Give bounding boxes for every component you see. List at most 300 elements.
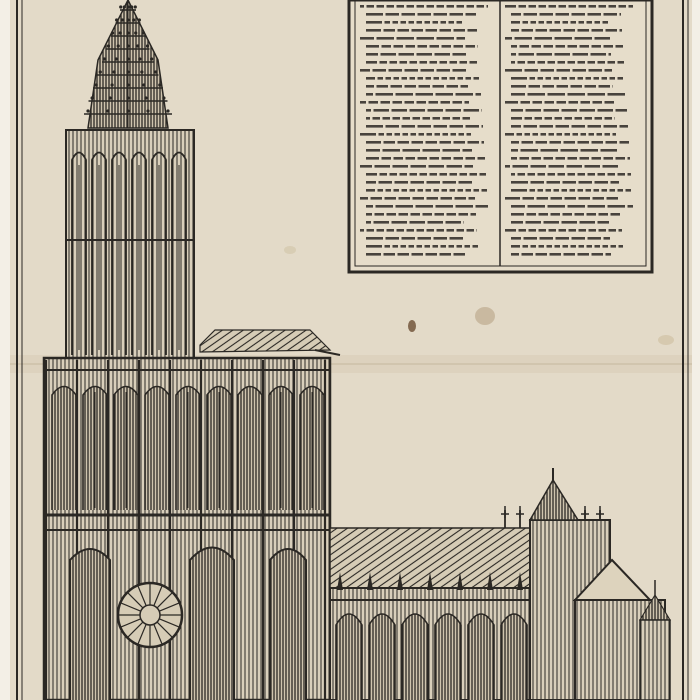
verse-word <box>410 77 416 80</box>
verse-word <box>409 245 415 248</box>
verse-word <box>523 197 535 200</box>
verse-word <box>478 45 479 48</box>
verse-word <box>405 85 417 88</box>
verse-word <box>442 77 448 80</box>
verse-word <box>383 149 401 152</box>
verse-word <box>377 5 385 8</box>
verse-word <box>505 101 518 104</box>
verse-word <box>511 173 515 176</box>
verse-word <box>589 69 603 72</box>
verse-word <box>526 221 542 224</box>
verse-word <box>605 69 613 72</box>
verse-word <box>385 197 397 200</box>
verse-word <box>402 189 408 192</box>
verse-word <box>443 149 461 152</box>
verse-word <box>426 141 438 144</box>
verse-word <box>523 245 529 248</box>
verse-word <box>599 85 611 88</box>
verse-word <box>423 117 431 120</box>
verse-word <box>398 29 410 32</box>
verse-word <box>441 21 447 24</box>
verse-word <box>557 101 567 104</box>
verse-word <box>563 213 573 216</box>
verse-word <box>453 117 461 120</box>
verse-word <box>592 29 604 32</box>
verse-word <box>383 117 391 120</box>
verse-word <box>554 77 560 80</box>
verse-word <box>417 53 433 56</box>
verse-word <box>505 229 516 232</box>
verse-word <box>360 133 376 136</box>
verse-word <box>616 157 626 160</box>
verse-word <box>360 197 368 200</box>
verse-word <box>603 165 619 168</box>
verse-word <box>441 245 447 248</box>
verse-word <box>411 181 425 184</box>
verse-word <box>549 165 565 168</box>
verse-word <box>394 157 404 160</box>
verse-word <box>403 117 411 120</box>
verse-word <box>521 149 539 152</box>
verse-word <box>585 117 593 120</box>
verse-word <box>450 13 464 16</box>
verse-word <box>530 77 536 80</box>
verse-word <box>360 69 370 72</box>
verse-word <box>555 53 571 56</box>
verse-word <box>443 117 451 120</box>
verse-word <box>539 21 545 24</box>
verse-word <box>386 125 400 128</box>
verse-word <box>598 109 614 112</box>
verse-word <box>545 117 553 120</box>
verse-word <box>524 237 538 240</box>
verse-word <box>559 229 567 232</box>
verse-word <box>447 5 455 8</box>
verse-word <box>402 13 416 16</box>
verse-word <box>505 133 514 136</box>
verse-word <box>511 221 523 224</box>
verse-word <box>465 245 471 248</box>
verse-word <box>608 61 616 64</box>
verse-word <box>537 197 549 200</box>
verse-word <box>511 53 516 56</box>
verse-word <box>513 165 529 168</box>
verse-word <box>548 61 556 64</box>
verse-word <box>450 237 464 240</box>
verse-word <box>543 85 555 88</box>
verse-word <box>604 157 614 160</box>
verse-word <box>443 133 449 136</box>
verse-word <box>395 133 401 136</box>
verse-word <box>608 93 626 96</box>
verse-word <box>393 245 399 248</box>
verse-word <box>541 69 555 72</box>
verse-word <box>430 157 440 160</box>
verse-word <box>454 141 466 144</box>
verse-word <box>457 37 466 40</box>
verse-word <box>620 141 630 144</box>
verse-word <box>531 165 547 168</box>
verse-word <box>387 213 397 216</box>
verse-word <box>568 173 576 176</box>
verse-word <box>555 21 561 24</box>
verse-word <box>360 229 364 232</box>
verse-word <box>540 237 554 240</box>
verse-word <box>419 85 431 88</box>
verse-word <box>373 117 381 120</box>
verse-word <box>381 101 391 104</box>
verse-word <box>567 165 583 168</box>
verse-word <box>390 173 398 176</box>
verse-word <box>413 197 425 200</box>
verse-word <box>366 189 375 192</box>
verse-word <box>518 173 526 176</box>
verse-word <box>579 197 591 200</box>
verse-word <box>604 125 618 128</box>
verse-word <box>366 93 373 96</box>
verse-word <box>550 29 562 32</box>
verse-word <box>377 229 385 232</box>
verse-word <box>511 85 526 88</box>
verse-word <box>544 221 560 224</box>
verse-word <box>366 61 377 64</box>
verse-word <box>435 133 441 136</box>
verse-word <box>454 29 466 32</box>
verse-word <box>569 5 577 8</box>
verse-word <box>447 165 463 168</box>
verse-word <box>405 101 415 104</box>
verse-word <box>563 21 569 24</box>
verse-word <box>525 133 531 136</box>
verse-word <box>470 173 478 176</box>
verse-word <box>618 61 625 64</box>
verse-word <box>539 213 549 216</box>
verse-word <box>460 61 468 64</box>
verse-word <box>394 45 404 48</box>
verse-word <box>427 133 433 136</box>
verse-word <box>419 133 425 136</box>
verse-word <box>568 45 578 48</box>
verse-word <box>573 133 579 136</box>
verse-word <box>594 189 600 192</box>
verse-word <box>418 13 432 16</box>
verse-word <box>557 133 563 136</box>
verse-word <box>399 213 409 216</box>
verse-word <box>418 77 424 80</box>
verse-word <box>457 5 465 8</box>
verse-word <box>442 189 448 192</box>
verse-word <box>598 221 610 224</box>
verse-word <box>433 245 439 248</box>
verse-word <box>434 77 440 80</box>
verse-word <box>532 45 542 48</box>
verse-word <box>578 77 584 80</box>
verse-word <box>571 21 577 24</box>
verse-word <box>417 37 435 40</box>
verse-word <box>487 5 489 8</box>
verse-word <box>535 117 543 120</box>
verse-word <box>467 229 475 232</box>
verse-word <box>456 205 474 208</box>
verse-word <box>572 125 586 128</box>
verse-word <box>581 149 599 152</box>
verse-word <box>511 45 517 48</box>
verse-word <box>557 85 569 88</box>
verse-word <box>384 141 396 144</box>
verse-word <box>402 77 408 80</box>
verse-word <box>544 45 554 48</box>
verse-word <box>511 61 515 64</box>
verse-word <box>366 237 383 240</box>
verse-word <box>442 45 452 48</box>
verse-word <box>379 181 393 184</box>
verse-word <box>433 21 439 24</box>
verse-word <box>592 253 604 256</box>
verse-word <box>366 109 371 112</box>
verse-word <box>587 213 597 216</box>
verse-word <box>559 5 567 8</box>
verse-word <box>394 189 400 192</box>
verse-word <box>520 157 530 160</box>
verse-word <box>476 205 489 208</box>
verse-word <box>429 165 445 168</box>
verse-word <box>519 53 535 56</box>
verse-word <box>393 101 403 104</box>
verse-word <box>537 53 553 56</box>
verse-word <box>562 189 568 192</box>
verse-word <box>418 125 432 128</box>
verse-word <box>447 213 457 216</box>
verse-word <box>580 109 596 112</box>
verse-word <box>412 29 424 32</box>
verse-word <box>374 221 390 224</box>
verse-word <box>548 173 556 176</box>
verse-word <box>437 69 451 72</box>
verse-word <box>379 133 385 136</box>
verse-word <box>580 221 596 224</box>
verse-word <box>401 21 407 24</box>
verse-word <box>511 13 521 16</box>
verse-word <box>533 101 543 104</box>
verse-word <box>526 109 542 112</box>
verse-word <box>613 133 617 136</box>
verse-word <box>425 21 431 24</box>
verse-word <box>434 237 448 240</box>
verse-word <box>523 21 529 24</box>
verse-word <box>535 37 553 40</box>
verse-word <box>549 5 557 8</box>
verse-word <box>581 133 587 136</box>
verse-word <box>386 237 400 240</box>
verse-word <box>511 117 522 120</box>
verse-word <box>595 181 609 184</box>
verse-word <box>380 173 388 176</box>
verse-word <box>473 245 479 248</box>
verse-word <box>428 109 444 112</box>
verse-word <box>599 5 607 8</box>
verse-word <box>562 109 578 112</box>
verse-word <box>374 109 390 112</box>
verse-word <box>366 13 383 16</box>
verse-word <box>570 77 576 80</box>
verse-word <box>440 141 452 144</box>
verse-word <box>378 77 384 80</box>
verse-word <box>411 213 421 216</box>
verse-word <box>457 229 465 232</box>
verse-word <box>450 173 458 176</box>
verse-word <box>386 189 392 192</box>
verse-word <box>420 61 428 64</box>
verse-word <box>587 21 593 24</box>
verse-word <box>588 173 596 176</box>
verse-word <box>389 69 403 72</box>
verse-word <box>604 13 618 16</box>
verse-word <box>610 77 616 80</box>
verse-word <box>580 157 590 160</box>
verse-word <box>380 61 388 64</box>
verse-word <box>605 117 613 120</box>
verse-word <box>618 189 624 192</box>
verse-word <box>593 197 605 200</box>
verse-word <box>360 101 366 104</box>
verse-word <box>426 189 432 192</box>
verse-word <box>366 117 370 120</box>
verse-word <box>505 197 520 200</box>
verse-word <box>416 205 434 208</box>
verse-word <box>588 13 602 16</box>
verse-word <box>423 149 441 152</box>
verse-word <box>440 253 452 256</box>
verse-word <box>595 21 601 24</box>
verse-word <box>568 205 586 208</box>
verse-word <box>360 165 372 168</box>
verse-word <box>482 189 488 192</box>
verse-word <box>588 93 606 96</box>
verse-word <box>607 197 619 200</box>
verse-word <box>366 221 371 224</box>
verse-word <box>440 29 452 32</box>
verse-word <box>447 85 459 88</box>
verse-word <box>423 213 433 216</box>
verse-word <box>529 229 537 232</box>
verse-word <box>366 45 379 48</box>
verse-word <box>442 157 452 160</box>
verse-word <box>375 213 385 216</box>
verse-word <box>480 173 487 176</box>
verse-word <box>457 245 463 248</box>
verse-word <box>550 141 562 144</box>
verse-word <box>615 117 616 120</box>
verse-word <box>376 205 394 208</box>
verse-word <box>411 165 427 168</box>
verse-word <box>571 85 583 88</box>
verse-word <box>546 77 552 80</box>
verse-word <box>505 165 510 168</box>
verse-word <box>467 5 475 8</box>
verse-word <box>450 61 458 64</box>
verse-word <box>528 173 536 176</box>
verse-word <box>611 245 617 248</box>
verse-word <box>540 13 554 16</box>
verse-word <box>434 189 440 192</box>
verse-word <box>387 5 395 8</box>
verse-word <box>474 189 480 192</box>
verse-word <box>469 197 476 200</box>
verse-word <box>598 61 606 64</box>
verse-word <box>421 69 435 72</box>
verse-word <box>530 189 536 192</box>
verse-word <box>460 173 468 176</box>
verse-word <box>393 21 399 24</box>
verse-word <box>393 165 409 168</box>
verse-word <box>426 29 438 32</box>
verse-word <box>585 165 601 168</box>
verse-word <box>606 29 618 32</box>
verse-word <box>366 173 377 176</box>
verse-word <box>595 117 603 120</box>
verse-word <box>465 101 470 104</box>
verse-word <box>405 69 419 72</box>
verse-word <box>433 85 445 88</box>
verse-word <box>367 5 375 8</box>
verse-word <box>417 245 423 248</box>
verse-word <box>605 101 615 104</box>
verse-word <box>549 229 557 232</box>
verse-word <box>610 189 616 192</box>
verse-word <box>428 221 444 224</box>
verse-word <box>471 213 477 216</box>
verse-word <box>568 157 578 160</box>
verse-word <box>398 141 410 144</box>
verse-word <box>511 149 518 152</box>
verse-word <box>437 37 455 40</box>
verse-word <box>524 125 538 128</box>
verse-word <box>371 197 383 200</box>
verse-word <box>544 157 554 160</box>
verse-word <box>556 125 570 128</box>
verse-word <box>578 173 586 176</box>
verse-word <box>416 93 434 96</box>
verse-word <box>511 93 525 96</box>
verse-word <box>430 45 440 48</box>
verse-word <box>403 149 421 152</box>
verse-word <box>587 245 593 248</box>
verse-word <box>400 173 408 176</box>
verse-word <box>511 253 519 256</box>
verse-word <box>531 21 537 24</box>
verse-word <box>578 189 584 192</box>
verse-word <box>599 213 609 216</box>
verse-word <box>528 61 536 64</box>
verse-word <box>515 37 533 40</box>
verse-word <box>550 253 562 256</box>
verse-word <box>387 133 393 136</box>
verse-word <box>366 125 383 128</box>
verse-word <box>529 5 537 8</box>
verse-word <box>599 229 607 232</box>
verse-word <box>586 189 592 192</box>
verse-word <box>588 61 596 64</box>
verse-word <box>586 77 592 80</box>
verse-word <box>595 37 611 40</box>
verse-word <box>437 5 445 8</box>
verse-word <box>447 229 455 232</box>
verse-word <box>594 77 600 80</box>
verse-word <box>580 45 590 48</box>
verse-word <box>573 69 587 72</box>
verse-word <box>454 157 464 160</box>
verse-word <box>396 93 414 96</box>
